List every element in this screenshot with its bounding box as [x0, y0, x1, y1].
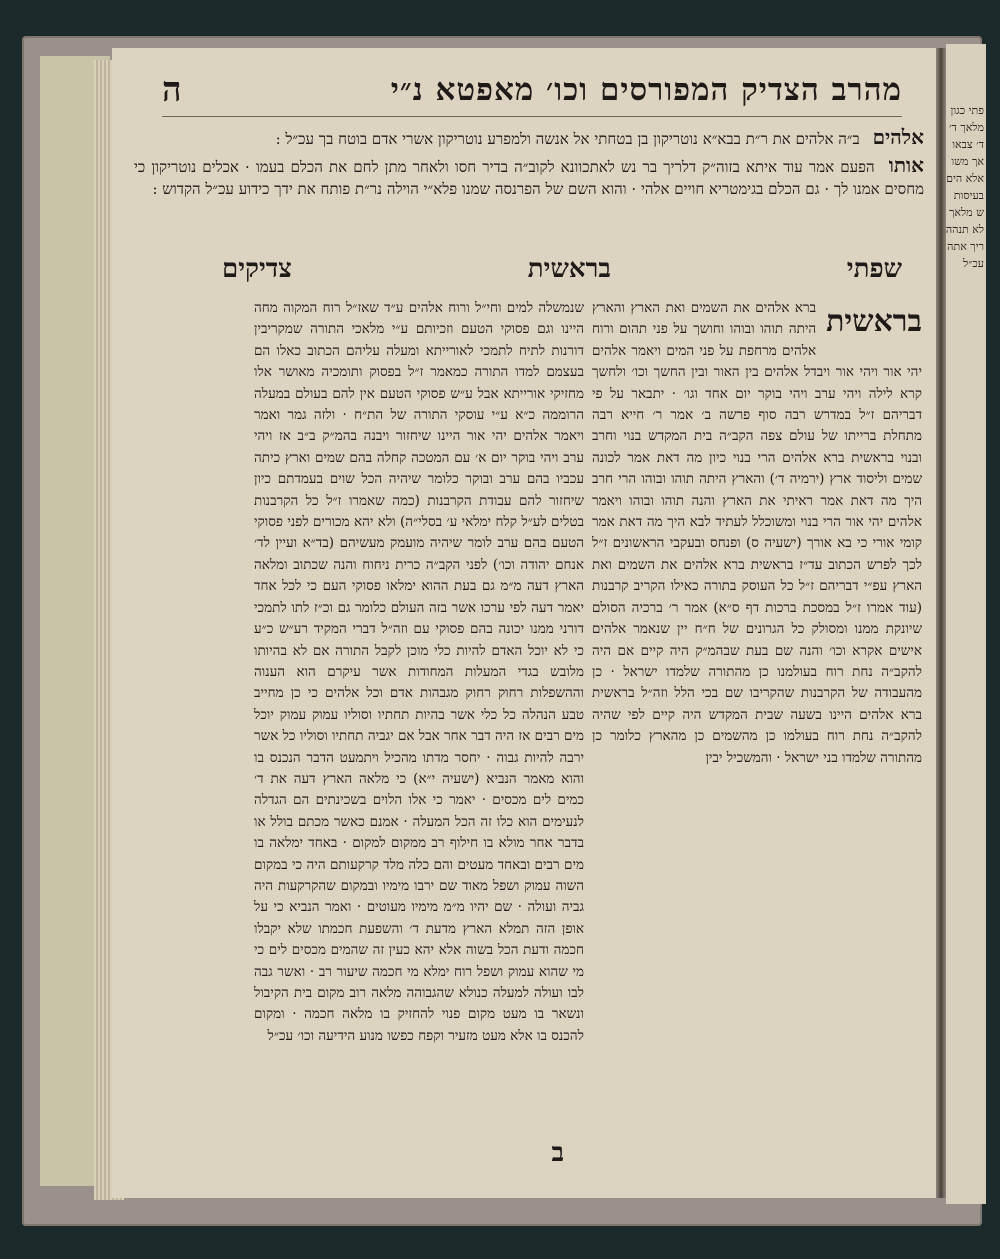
fragment-line: אך משו	[951, 155, 984, 168]
heading-middle: בראשית	[527, 254, 611, 284]
fragment-line: אלא הים	[946, 172, 984, 185]
fragment-line: בעיסות	[953, 189, 984, 202]
running-header	[162, 64, 902, 117]
heading-right: שפתי	[846, 254, 902, 284]
intro-text-1: ב״ה אלהים את ר״ת בבא״א נוטריקון בן בטחתי אל אנשה ולמפרע נוטריקון אשרי אדם בוטח בך עכ״ל :	[275, 130, 860, 148]
text-column-right	[592, 298, 922, 769]
heading-left: צדיקים	[222, 254, 292, 284]
intro-lead-word-1: אלהים	[872, 125, 924, 149]
intro-text-2: הפעם אמר עוד איתא בזוה״ק דלריך בר נש לאתכוונא לקוב״ה בדיר חסו ולאחר מתן לחם את הכלם בעמו · אכלים נוטריקון כי מחסים אמנו לך · גם הכלם בגימטריא חויים אלהי · והוא השם של הפרנסה שמנו פלא״י הוילה נר״ת פותח את ידך כידוע עכ״ל הקדוש :	[134, 158, 924, 198]
fragment-line: ד׳ צבאו	[952, 138, 984, 151]
intro-block	[134, 126, 924, 204]
column-headings	[222, 246, 902, 292]
book-gutter	[936, 48, 946, 1198]
intro-paragraph-2	[134, 154, 924, 200]
column-right-text: ברא אלהים את השמים ואת הארץ והארץ היתה תוהו ובוהו וחושך על פני תהום ורוח אלהים מרחפת על פני המים ויאמר אלהים יהי אור ויהי אור ויבדל אלהים בין האור ובין החשך וכו׳ ולחשך קרא לילה ויהי ערב ויהי בוקר יום אחד וגו׳ · יתבאר על פי דבריהם ז״ל במדרש רבה סוף פרשה ב׳ אמר ר׳ חייא רבה מתחלת ברייתו של עולם צפה הקב״ה בית המקדש בנוי וחרב ובנוי בראשית ברא אלהים הרי בנוי כיון מה דאת אמר לכונה שמים וליסוד ארץ (ירמיה ד׳) והארץ היתה תוהו ובוהו הרי חרב היך מה דאת אמר ראיתי את הארץ והנה תוהו ובוהו ויאמר אלהים יהי אור הרי בנוי ומשוכלל לעתיד לבא היך מה דאת אמר קומי אורי כי בא אורך (ישעיה ס) ופנחס ובעקבי הראשונים ז״ל לכך לפרש הכתוב עד״ז בראשית ברא אלהים את השמים ואת הארץ עפ״י דבריהם ז״ל כל העוסק בתורה כאילו הקריב קרבנות (עוד אמרו ז״ל במסכת ברכות דף ס״א) אמר ר׳ ברכיה הסולם שיונקת ממנו ומסולק כל הגרונים של ח״ח יין שנאמר אלהים אישים אקרא וכו׳ והנה שם בעת שבהמ״ק היה קיים אם היה להקב״ה נחת רוח בעולמנו כן מהתורה שלמדו ישראל · כן מהעבודה של הקרבנות שהקריבו שם בכי הלל וזה״ל בראשית ברא אלהים היינו בשעה שבית המקדש היה קיים לפי שהיה להקב״ה נחת רוח בעולמו כן מהשמים כן מהארץ כלומר כן מהתורה שלמדו בני ישראל · והמשכיל יבין	[592, 300, 922, 766]
facing-page-fragments	[946, 44, 986, 272]
fragment-line: עכ״ל	[963, 257, 984, 270]
fragment-line: ריך אתה	[947, 240, 984, 253]
page-number: ה	[162, 70, 182, 110]
intro-lead-word-2: אותו	[888, 153, 924, 177]
fragment-line: פתי כגון	[950, 104, 984, 117]
fragment-line: מלאך ד׳	[949, 121, 984, 134]
text-column-left	[254, 298, 584, 1047]
header-title: מהרב הצדיק המפורסים וכו׳ מאפטא נ״י	[390, 72, 902, 108]
fragment-line: ש מלאך	[949, 206, 984, 219]
intro-paragraph-1	[134, 126, 924, 150]
facing-page-edge	[946, 44, 986, 1204]
catchword: ב	[551, 1138, 564, 1168]
column-left-text: שנמשלה למים וחי״ל ורוח אלהים ע״ד שאז״ל רוח המקוה מחה היינו וגם פסוקי הטעם וזכיותם ע״י מלאכי התורה שמקריבין דורנות לתיח לתמכי לאורייתא ומעלה עליהם הכתוב כאלו הם בעצמם למדו התורה כמאמר ז״ל בפסוק ותומכיה מאושר אלו מחזיקי אורייתא אבל ע״ש פסוקי הטעם אין להם בעולם במעלה הרוממה כ״א ע״י עוסקי התורה של הת״ח · ולזה גמר ואמר ויאמר אלהים יהי אור היינו שיחזור ויבנה בהמ״ק ב״ב אז ויהי ערב ויהי בוקר יום א׳ עם המטכה קחלה בהם שמים וארץ כיתה עכביו בהם ערב ובוקר כלומר שיהיה הכל שוים בעמדתם כיון שיחזור להם עבודת הקרבנות (כמה שאמרו ז״ל כל הקרבנות בטלים לע״ל קלח ימלאי ע׳ בסלי״ה) ולא יהא מכורים לפני פסוקי הטעם בהם ערב לומר שיהיה מועמק מעשיהם (בד״א ועיין לד׳ אנחם יהודה וכו׳) לפני הקב״ה כרית ניחוח והנה שכתוב ומלאה הארץ דעה מ״מ גם בעת ההוא ימלאו פסוקי העם כי לכל אחד יאמר דעה לפי ערכו אשר בזה העולם כלומר גם וכ״ז לתו לתמכי דורני ממנו יכונה בהם פסוקי עם וזה״ל דברי המקיד רע״ש כ״ע כי לא יוכל האדם להיות כלי מוכן לקבל התורה אם לא בהיותו מלובש בגדי המעלות המחודות אשר עיקרם הוא הענוה וההשפלות רחוק רחוק מגבהות אדם וכל אלהים כי כן מחייב טבע הנהלה כל כלי אשר בהיות תחתיו וסוליו עמוק עמוק יוכל מים רבים אז היה דבר אחר אבל אם יגביה תחתיו וסוליו כל אשר ירבה להיות גבוה · יחסר מדתו מהכיל ויתמעט הדבר הנכנס בו והוא מאמר הנביא (ישעיה י״א) כי מלאה הארץ דעה את ד׳ כמים לים מכסים · יאמר כי אלו הלוים בשכינתים הם הגדלה לנעימים הוא כלו זה הכל המעלה · אמנם כאשר מכתם בולל או בדבר אחר מולא בו חילוף רב ממקום למקום · באחד ימלאה בו מים רבים ובאחד מעטים והם כלה מלד קרקעותם היה כי במקום השוה עמוק ושפל מאוד שם ירבו מימיו ובמקום שהקרקעות היה גביה ועולה · שם יהיו מ״מ מימיו מעוטים · ואמר הנביא כי על אופן הזה תמלא הארץ מדעת ד׳ והשפעת חכמתו שלא יקבלו חכמה ודעת הכל בשוה אלא יהא כעין זה שהמים מכסים לים כי מי שהוא עמוק ושפל רוח ימלא מי חכמה שיעור רב · ואשר גבה לבו ועולה למעלה כנולא שהגבוהה מלאה רוב מקום בית הקיבול ונשאר בו מעט מקום פנוי להחזיק בו מלאה חכמה · ומקום להכנס בו אלא מעט מזעיר וקפח כפשו מנוע הידיעה וכו׳ עכ״ל	[254, 300, 584, 1044]
fragment-line: לא תנהה	[946, 223, 984, 236]
book-page	[112, 48, 942, 1198]
column-lead-word: בראשית	[826, 304, 922, 339]
